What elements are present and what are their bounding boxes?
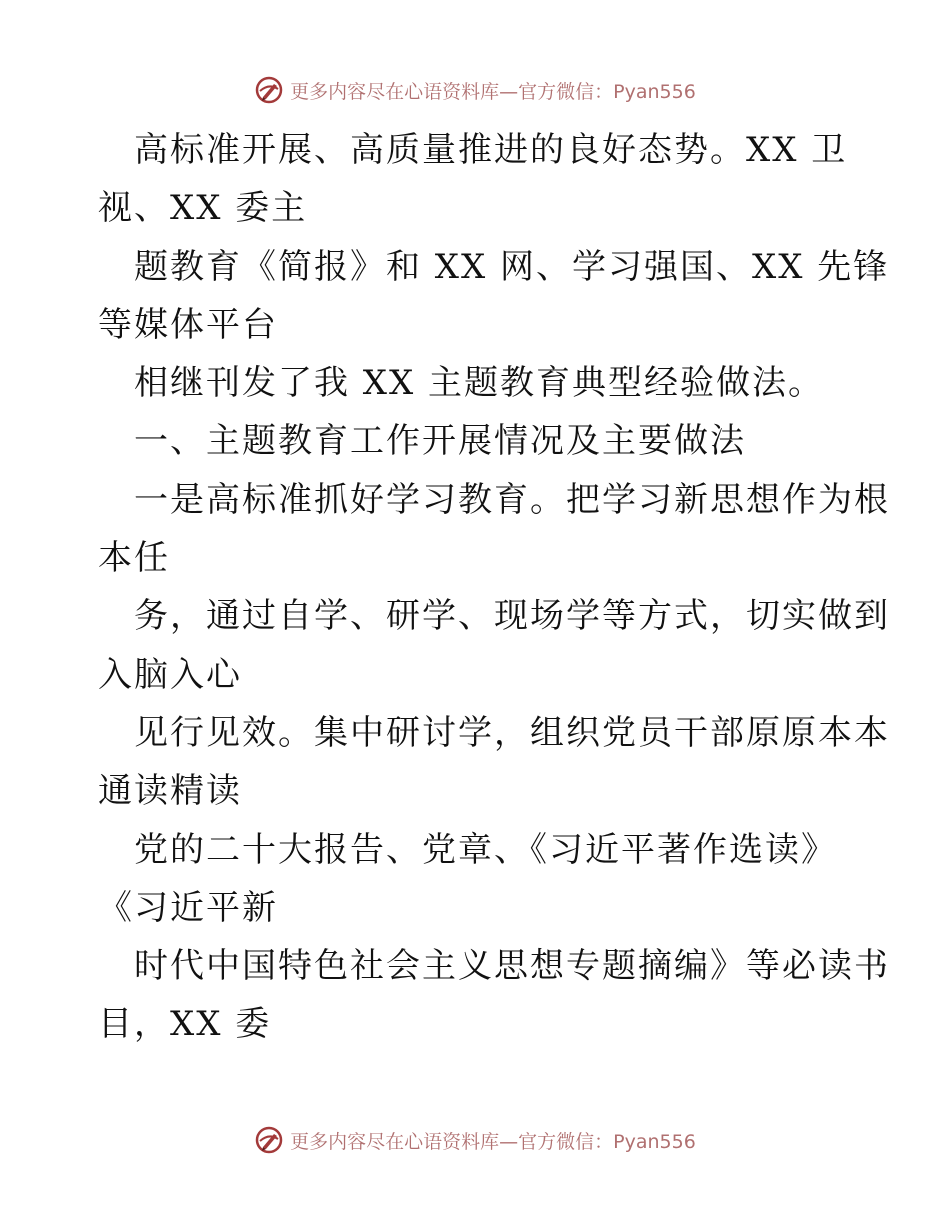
- text-line: 等媒体平台: [98, 304, 278, 345]
- text-line: 见行见效。集中研讨学，组织党员干部原原本本: [134, 712, 890, 753]
- text-line: 一是高标准抓好学习教育。把学习新思想作为根: [134, 479, 890, 520]
- text-line: 本任: [98, 538, 170, 579]
- document-body: [98, 121, 890, 1054]
- text-line: 通读精读: [98, 771, 242, 812]
- pen-globe-logo-icon: [254, 1125, 284, 1155]
- text-line: 《习近平新: [98, 887, 278, 928]
- footer-text: 更多内容尽在心语资料库—官方微信：Pyan556: [290, 1130, 696, 1153]
- text-line: 务，通过自学、研学、现场学等方式，切实做到: [134, 596, 890, 637]
- text-line: 相继刊发了我 XX 主题教育典型经验做法。: [134, 363, 825, 404]
- text-line: 时代中国特色社会主义思想专题摘编》等必读书: [134, 946, 890, 987]
- text-line: 一、主题教育工作开展情况及主要做法: [134, 421, 746, 462]
- header-text: 更多内容尽在心语资料库—官方微信：Pyan556: [290, 80, 696, 103]
- text-line: 入脑入心: [98, 654, 242, 695]
- pen-globe-logo-icon: [254, 75, 284, 105]
- text-line: 题教育《简报》和 XX 网、学习强国、XX 先锋: [134, 246, 890, 287]
- header-banner: [0, 72, 950, 108]
- text-line: 党的二十大报告、党章、《习近平著作选读》: [134, 829, 837, 870]
- footer-banner: [0, 1122, 950, 1158]
- text-line: 目，XX 委: [98, 1004, 272, 1045]
- text-line: 视、XX 委主: [98, 188, 308, 229]
- text-line: 高标准开展、高质量推进的良好态势。XX 卫: [134, 130, 848, 170]
